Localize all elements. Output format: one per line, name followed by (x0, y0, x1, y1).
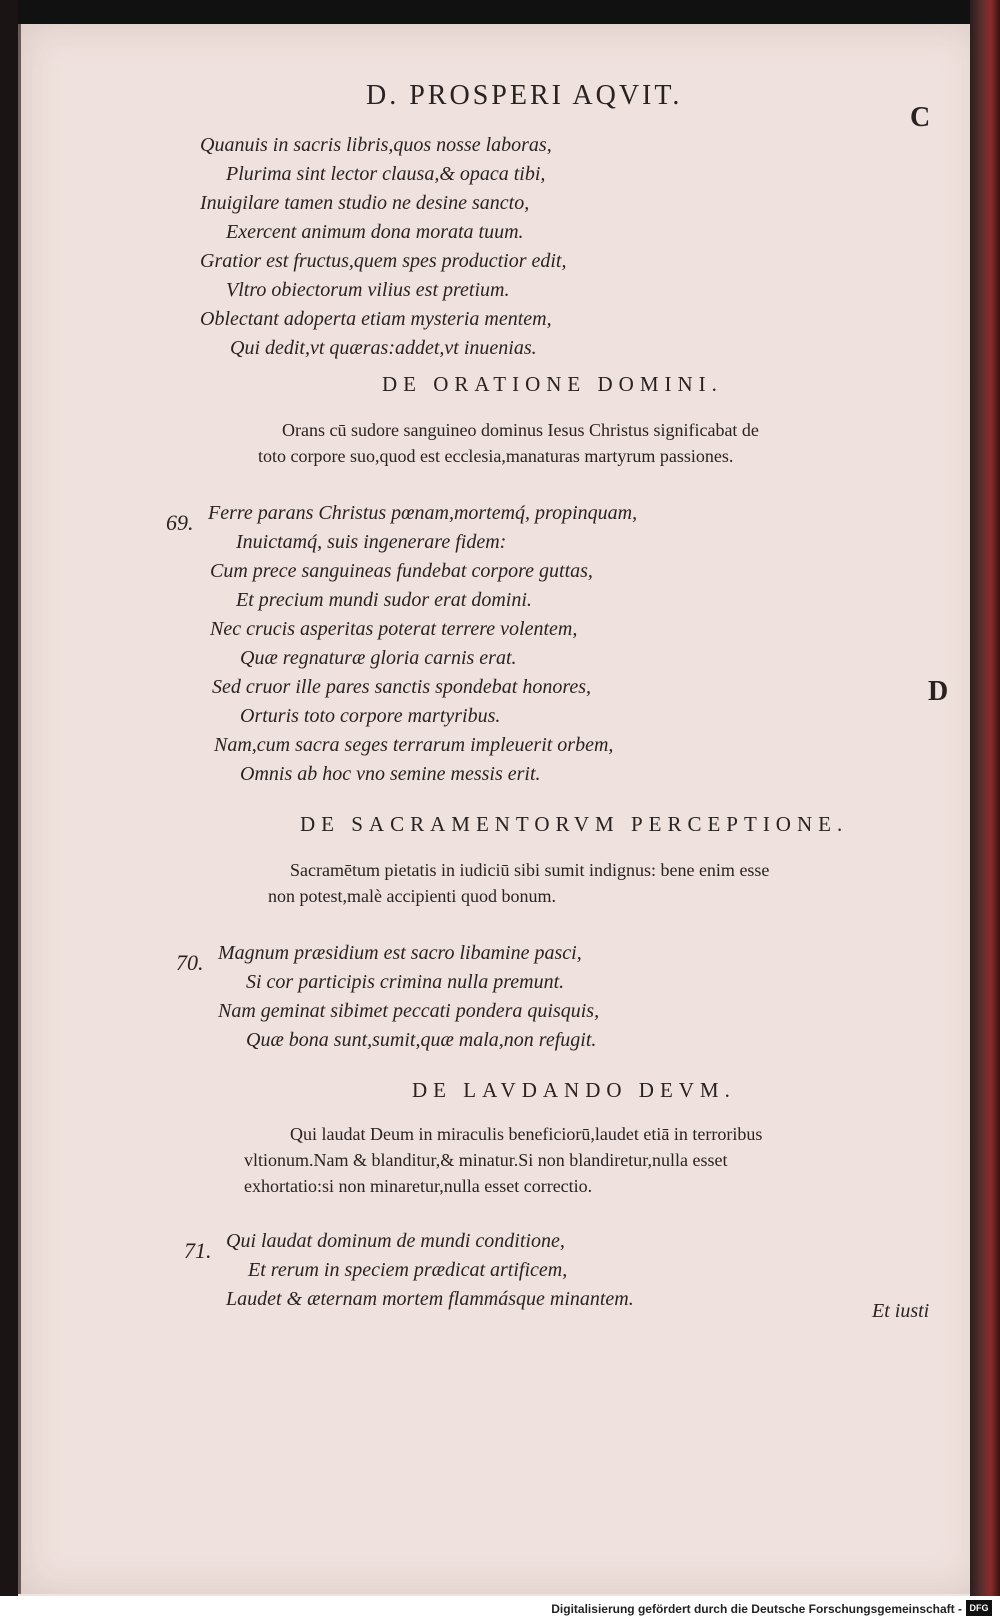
footer-credit: Digitalisierung gefördert durch die Deutsche Forschungsgemeinschaft - (551, 1602, 962, 1616)
verse-line: Quanuis in sacris libris,quos nosse laboras, (200, 134, 552, 156)
prose-line: exhortatio:si non minaretur,nulla esset correctio. (244, 1176, 593, 1196)
verse-line: Vltro obiectorum vilius est pretium. (226, 279, 510, 301)
verse-number: 69. (166, 510, 194, 535)
verse-number: 70. (176, 950, 204, 975)
verse-line: Gratior est fructus,quem spes productior edit, (200, 250, 567, 272)
verse-line: Cum prece sanguineas fundebat corpore guttas, (210, 560, 593, 582)
verse-line: Qui laudat dominum de mundi conditione, (226, 1230, 565, 1252)
verse-line: Plurima sint lector clausa,& opaca tibi, (226, 163, 546, 185)
verse-line: Nec crucis asperitas poterat terrere volentem, (210, 618, 578, 640)
prose-line: Sacramētum pietatis in iudiciū sibi sumit indignus: bene enim esse (290, 860, 770, 880)
prose-line: vltionum.Nam & blanditur,& minatur.Si non blandiretur,nulla esset (244, 1150, 728, 1170)
verse-line: Et rerum in speciem prædicat artificem, (248, 1259, 568, 1281)
verse-line: Si cor participis crimina nulla premunt. (246, 971, 565, 993)
verse-line: Omnis ab hoc vno semine messis erit. (240, 763, 541, 785)
scan-left-edge (0, 0, 18, 1596)
section-title: DE ORATIONE DOMINI. (382, 372, 723, 396)
verse-line: Nam geminat sibimet peccati pondera quisquis, (218, 1000, 600, 1022)
verse-line: Laudet & æternam mortem flammásque minantem. (226, 1288, 634, 1310)
prose-line: Qui laudat Deum in miraculis beneficiorū,laudet etiā in terroribus (290, 1124, 763, 1144)
verse-line: Qui dedit,vt quæras:addet,vt inuenias. (230, 337, 537, 359)
footer-bar (0, 1596, 1000, 1624)
section-title: DE LAVDANDO DEVM. (412, 1078, 736, 1102)
section-title: DE SACRAMENTORVM PERCEPTIONE. (300, 812, 849, 836)
catchword: Et iusti (872, 1300, 930, 1322)
scan-top-edge (0, 0, 1000, 24)
verse-line: Quæ bona sunt,sumit,quæ mala,non refugit. (246, 1029, 597, 1051)
verse-number: 71. (184, 1238, 212, 1263)
verse-line: Oblectant adoperta etiam mysteria mentem, (200, 308, 552, 330)
verse-line: Et precium mundi sudor erat domini. (236, 589, 532, 611)
signature-mark-d: D (928, 676, 949, 707)
verse-line: Magnum præsidium est sacro libamine pasci, (218, 942, 582, 964)
verse-line: Inuigilare tamen studio ne desine sancto, (200, 192, 530, 214)
verse-line: Ferre parans Christus pœnam,mortemq́, propinquam, (208, 502, 638, 524)
signature-mark-c: C (910, 102, 931, 133)
verse-line: Orturis toto corpore martyribus. (240, 705, 501, 727)
book-binding (970, 0, 1000, 1596)
dfg-logo: DFG (966, 1600, 992, 1616)
prose-line: Orans cū sudore sanguineo dominus Iesus Christus significabat de (282, 420, 759, 440)
prose-line: non potest,malè accipienti quod bonum. (268, 886, 556, 906)
verse-line: Nam,cum sacra seges terrarum impleuerit orbem, (214, 734, 614, 756)
prose-line: toto corpore suo,quod est ecclesia,manaturas martyrum passiones. (258, 446, 734, 466)
verse-line: Exercent animum dona morata tuum. (226, 221, 524, 243)
verse-line: Sed cruor ille pares sanctis spondebat honores, (212, 676, 592, 698)
verse-line: Quæ regnaturæ gloria carnis erat. (240, 647, 517, 669)
running-header: D. PROSPERI AQVIT. (366, 80, 683, 111)
verse-line: Inuictamq́, suis ingenerare fidem: (236, 531, 507, 553)
